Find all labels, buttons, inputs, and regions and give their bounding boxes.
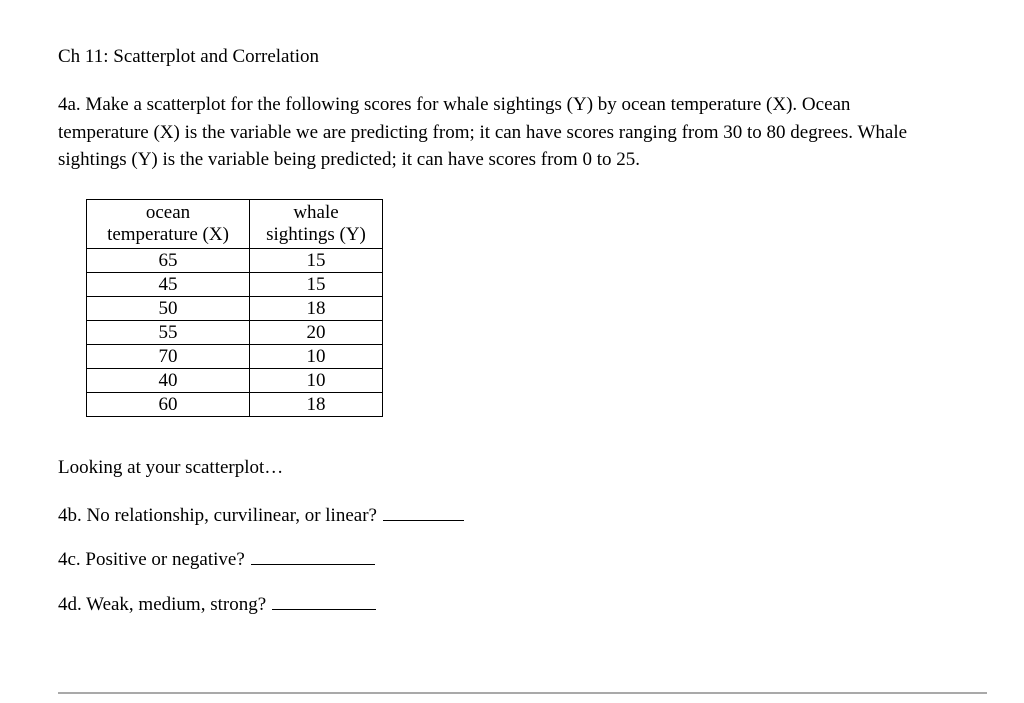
cell-y: 18 xyxy=(250,297,383,321)
header-whale-sightings xyxy=(250,200,383,249)
answer-blank-4b[interactable] xyxy=(383,502,464,521)
cell-y: 20 xyxy=(250,321,383,345)
question-4b xyxy=(58,502,464,528)
answer-blank-4d[interactable] xyxy=(272,591,376,610)
header-ocean-temperature xyxy=(87,200,250,249)
cell-y: 15 xyxy=(250,249,383,273)
answer-blank-4c[interactable] xyxy=(251,546,375,565)
cell-x: 45 xyxy=(87,273,250,297)
cell-y: 15 xyxy=(250,273,383,297)
table-row xyxy=(87,369,383,393)
header-y-line-1: whale xyxy=(293,202,339,223)
cell-x: 70 xyxy=(87,345,250,369)
cell-x: 40 xyxy=(87,369,250,393)
prompt-line-3: sightings (Y) is the variable being predicted; it can have scores from 0 to 25. xyxy=(58,149,640,170)
cell-x: 60 xyxy=(87,393,250,417)
table-row xyxy=(87,249,383,273)
question-4c-text: 4c. Positive or negative? xyxy=(58,549,245,570)
header-x-line-2: temperature (X) xyxy=(107,224,229,245)
cell-x: 65 xyxy=(87,249,250,273)
cell-y: 10 xyxy=(250,345,383,369)
prompt-line-1: 4a. Make a scatterplot for the following scores for whale sightings (Y) by ocean temperature (X). Ocean xyxy=(58,94,851,115)
table-row xyxy=(87,345,383,369)
page-title: Ch 11: Scatterplot and Correlation xyxy=(58,46,320,67)
scatterplot-intro: Looking at your scatterplot… xyxy=(58,457,284,478)
cell-x: 55 xyxy=(87,321,250,345)
cell-y: 10 xyxy=(250,369,383,393)
cell-x: 50 xyxy=(87,297,250,321)
question-4c xyxy=(58,546,375,572)
cell-y: 18 xyxy=(250,393,383,417)
prompt-line-2: temperature (X) is the variable we are predicting from; it can have scores ranging from 30 to 80 degrees. Whale xyxy=(58,121,908,143)
bottom-divider xyxy=(58,692,987,694)
question-4d xyxy=(58,591,376,617)
question-4b-text: 4b. No relationship, curvilinear, or linear? xyxy=(58,505,377,526)
table-row xyxy=(87,321,383,345)
scores-table xyxy=(86,199,383,417)
header-y-line-2: sightings (Y) xyxy=(266,224,366,245)
table-row xyxy=(87,393,383,417)
table-header-row xyxy=(87,200,383,249)
header-x-line-1: ocean xyxy=(145,202,191,223)
table-row xyxy=(87,273,383,297)
question-4a-prompt xyxy=(58,91,998,174)
table-row xyxy=(87,297,383,321)
question-4d-text: 4d. Weak, medium, strong? xyxy=(58,594,267,615)
